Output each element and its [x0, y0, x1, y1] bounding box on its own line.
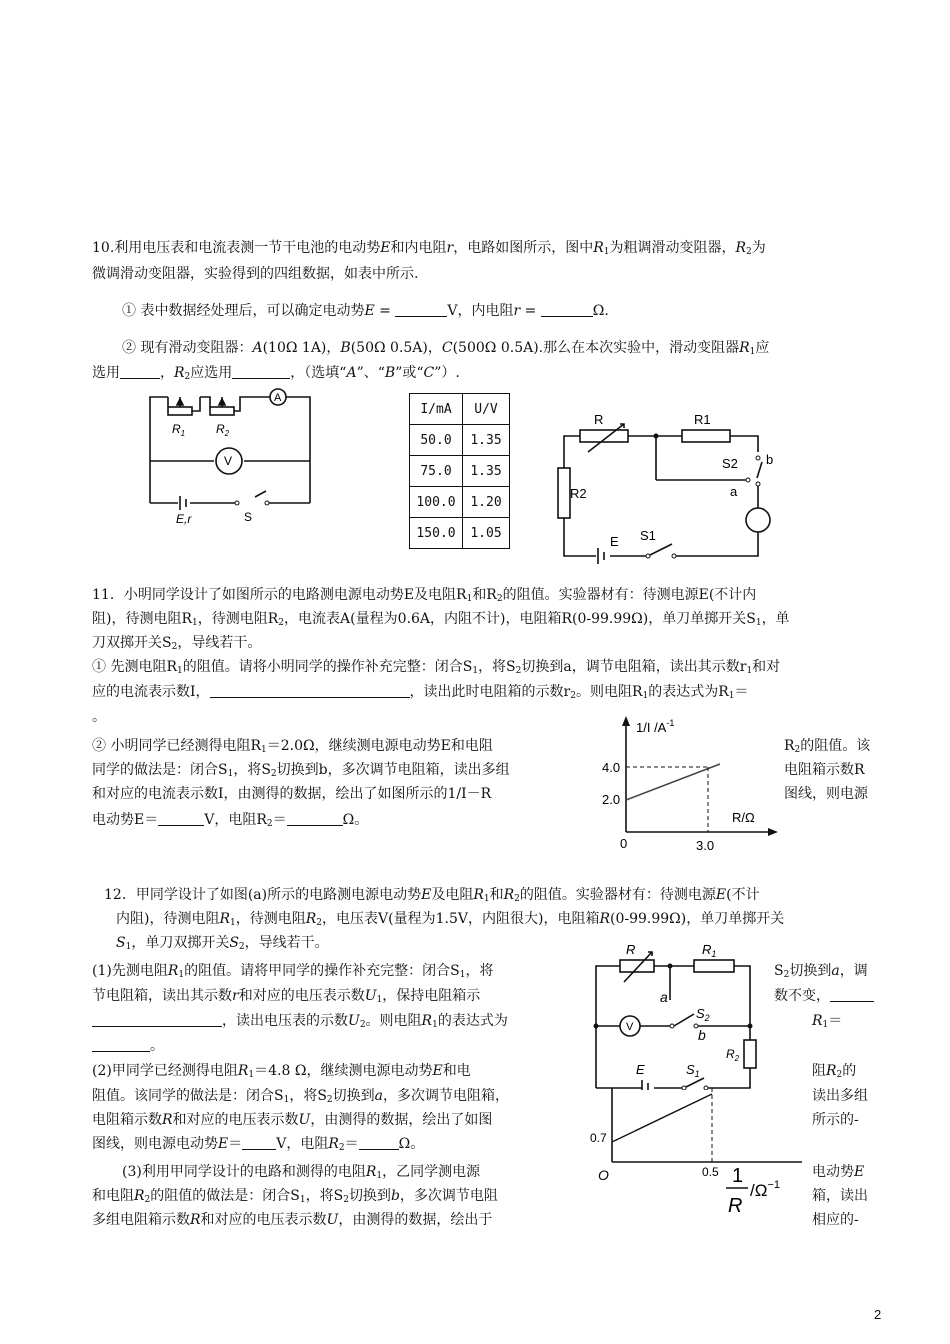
q11-line-4: ① 先测电阻$R_1$的阻值。请将小明同学的操作补充完整：闭合$S_1$，将$S_2$切换到a，调节电阻箱，读出其示数$r_1$和对	[92, 659, 781, 676]
q12-line-6-right: $R_1=$	[812, 1013, 843, 1030]
answer-blank-r2[interactable]	[287, 811, 343, 826]
r1-label: $R_1$	[702, 942, 717, 959]
voltmeter-label: V	[626, 1021, 634, 1033]
r1-label: R1	[694, 412, 711, 427]
answer-blank-r2-choice[interactable]	[232, 364, 290, 379]
ammeter-label: A	[274, 392, 282, 404]
y-axis-label: 1/I $/A^{-1}$	[636, 718, 675, 735]
r2-label: $R_2$	[216, 422, 230, 438]
r2-label: R2	[570, 486, 587, 501]
rheostat-label: R	[594, 412, 604, 427]
x-axis-fraction-denominator: R	[728, 1195, 743, 1217]
q12-line-5-right: 数不变，	[774, 987, 874, 1005]
q11-line-10: 电动势E＝ V，电阻$R_2= \Omega$。	[92, 812, 369, 829]
s2-label: S2	[722, 456, 738, 471]
answer-blank-step[interactable]	[830, 987, 874, 1002]
q10-part-3: 选用 ，$R_2$应选用 ，（选填“A”、“B”或“C”）.	[92, 365, 460, 382]
x-axis-fraction-numerator: 1	[732, 1165, 744, 1187]
terminal-a-label: a	[660, 989, 668, 1005]
origin-label: 0	[620, 836, 628, 851]
q12-line-8: (2)甲同学已经测得电阻$R_1=4.8$ Ω，继续测电源电动势E和电	[92, 1063, 471, 1080]
q12-line-9-right: 读出多组	[812, 1088, 868, 1104]
s1-label: $S_1$	[686, 1062, 700, 1079]
q11-line-9: 和对应的电流表示数I，由测得的数据，绘出了如图所示的1/I－R	[92, 786, 492, 802]
terminal-a-label: a	[730, 484, 738, 499]
terminal-b-label: b	[698, 1027, 706, 1043]
x-axis-unit: $/\Omega^{-1}$	[750, 1179, 780, 1200]
q11-line-8: 同学的做法是：闭合$S_1$，将$S_2$切换到b，多次调节电阻箱，读出多组	[92, 762, 510, 779]
r2-label: $R_2$	[726, 1047, 740, 1063]
table-row: 50.0 1.35	[410, 425, 510, 456]
table-header-row	[410, 394, 510, 425]
q10-data-table	[409, 393, 510, 549]
q12-line-12-right: 电动势E	[812, 1164, 865, 1180]
q10-circuit-diagram	[140, 385, 320, 525]
q12-graph	[588, 1088, 808, 1218]
answer-blank-emf[interactable]	[158, 811, 204, 826]
answer-blank-r1-choice[interactable]	[120, 364, 160, 379]
battery-label: E,r	[176, 512, 192, 525]
q11-line-2: 阻)，待测电阻$R_1$，待测电阻$R_2$，电流表A(量程为0.6A，内阻不计)，电阻箱R(0-99.99Ω)，单刀单掷开关$S_1$，单	[92, 611, 790, 628]
q10-line-2: 微调滑动变阻器，实验得到的四组数据，如表中所示.	[92, 266, 419, 282]
q11-line-7-right: $R_2$的阻值。该	[784, 738, 871, 755]
page-number: 2	[874, 1307, 882, 1322]
y-tick-4: 4.0	[602, 760, 621, 775]
q12-line-3: $S_1$，单刀双掷开关$S_2$，导线若干。	[116, 935, 329, 952]
q12-line-2: 内阻)，待测电阻$R_1$，待测电阻$R_2$，电压表V(量程为1.5V，内阻很大)，电阻箱R(0-99.99Ω)，单刀单掷开关	[116, 911, 785, 928]
q12-line-9: 阻值。该同学的做法是：闭合$S_1$，将$S_2$切换到a，多次调节电阻箱，	[92, 1088, 510, 1105]
q12-circuit-diagram	[586, 940, 770, 1090]
q12-line-5: 节电阻箱，读出其示数r和对应的电压表示数$U_1$，保持电阻箱示	[92, 988, 481, 1005]
answer-blank-step[interactable]	[210, 683, 410, 698]
q10-part-1: ① 表中数据经处理后，可以确定电动势E = V，内电阻r = Ω.	[122, 303, 609, 319]
s2-label: $S_2$	[696, 1006, 710, 1023]
x-tick-3: 3.0	[696, 838, 715, 853]
q12-line-14: 多组电阻箱示数R和对应的电压表示数U，由测得的数据，绘出于	[92, 1212, 493, 1228]
answer-blank-emf[interactable]	[242, 1135, 276, 1150]
q12-line-14-right: 相应的-	[812, 1212, 859, 1228]
answer-blank-emf[interactable]	[395, 302, 447, 317]
x-tick-label: 0.5	[702, 1165, 719, 1179]
graph-line	[612, 1094, 712, 1142]
q12-line-12: (3)利用甲同学设计的电路和测得的电阻$R_1$，乙同学测电源	[122, 1164, 481, 1181]
x-axis-label: R/Ω	[732, 810, 755, 825]
y-tick-2: 2.0	[602, 792, 621, 807]
q11-line-3: 刀双掷开关$S_2$，导线若干。	[92, 635, 262, 652]
q12-line-10-right: 所示的-	[812, 1112, 859, 1128]
q12-line-13-right: 箱，读出	[812, 1188, 868, 1204]
battery-label: E	[636, 1062, 645, 1077]
answer-blank-step-cont[interactable]	[92, 1012, 222, 1027]
q12-line-4-right: $S_2$切换到a，调	[774, 963, 868, 980]
table-row: 150.0 1.05	[410, 518, 510, 549]
terminal-b-label: b	[766, 452, 774, 467]
q11-circuit-diagram	[550, 400, 780, 570]
table-row: 100.0 1.20	[410, 487, 510, 518]
q12-line-1: 12．甲同学设计了如图(a)所示的电路测电源电动势E及电阻$R_1$和$R_2$的阻值。实验器材有：待测电源E(不计	[104, 887, 760, 904]
table-row: 75.0 1.35	[410, 456, 510, 487]
graph-line	[626, 764, 720, 800]
q11-line-8-right: 电阻箱示数R	[784, 762, 865, 778]
q11-line-5: 应的电流表示数I， ，读出此时电阻箱的示数$r_2$。则电阻$R_1$的表达式为$R_1=$	[92, 684, 749, 701]
s1-label: S1	[640, 528, 656, 543]
r1-label: $R_1$	[172, 422, 186, 438]
q12-line-6: ，读出电压表的示数$U_2$。则电阻$R_1$的表达式为	[92, 1012, 508, 1034]
q11-line-1: 11．小明同学设计了如图所示的电路测电源电动势E及电阻$R_1$和$R_2$的阻值。实验器材有：待测电源E(不计内	[92, 587, 757, 604]
answer-blank-r1-expr[interactable]	[92, 1037, 150, 1052]
header-voltage: U/V	[463, 394, 510, 425]
q12-line-7: 。	[92, 1037, 164, 1055]
switch-label: S	[244, 510, 253, 524]
q12-line-11: 图线，则电源电动势E＝ V，电阻$R_2= \Omega$。	[92, 1136, 425, 1153]
q11-line-7: ② 小明同学已经测得电阻$R_1=2.0\Omega$，继续测电源电动势E和电阻	[92, 738, 493, 755]
q11-graph	[600, 712, 780, 854]
y-intercept-label: 0.7	[590, 1131, 607, 1145]
q11-line-6: 。	[92, 709, 106, 725]
rheostat-label: R	[626, 942, 636, 957]
q12-line-8-right: 阻$R_2$的	[812, 1063, 857, 1080]
origin-label: O	[598, 1167, 609, 1183]
voltmeter-label: V	[224, 454, 233, 468]
q10-part-2: ② 现有滑动变阻器：A(10Ω 1A)，B(50Ω 0.5A)，C(500Ω 0.5A).那么在本次实验中，滑动变阻器$R_1$应	[122, 340, 770, 357]
q10-line-1: 10.利用电压表和电流表测一节干电池的电动势E和内电阻r，电路如图所示，图中$R_1$为粗调滑动变阻器，$R_2$为	[92, 240, 766, 257]
battery-label: E	[610, 534, 619, 549]
q12-line-13: 和电阻$R_2$的阻值的做法是：闭合$S_1$，将$S_2$切换到b，多次调节电阻	[92, 1188, 498, 1205]
q12-line-10: 电阻箱示数R和对应的电压表示数U，由测得的数据，绘出了如图	[92, 1112, 493, 1128]
q11-line-9-right: 图线，则电源	[784, 786, 868, 802]
answer-blank-r2[interactable]	[359, 1135, 399, 1150]
q12-line-4: (1)先测电阻$R_1$的阻值。请将甲同学的操作补充完整：闭合$S_1$，将	[92, 963, 494, 980]
ammeter-icon	[746, 508, 770, 532]
header-current: I/mA	[410, 394, 463, 425]
answer-blank-internal-resistance[interactable]	[541, 302, 593, 317]
